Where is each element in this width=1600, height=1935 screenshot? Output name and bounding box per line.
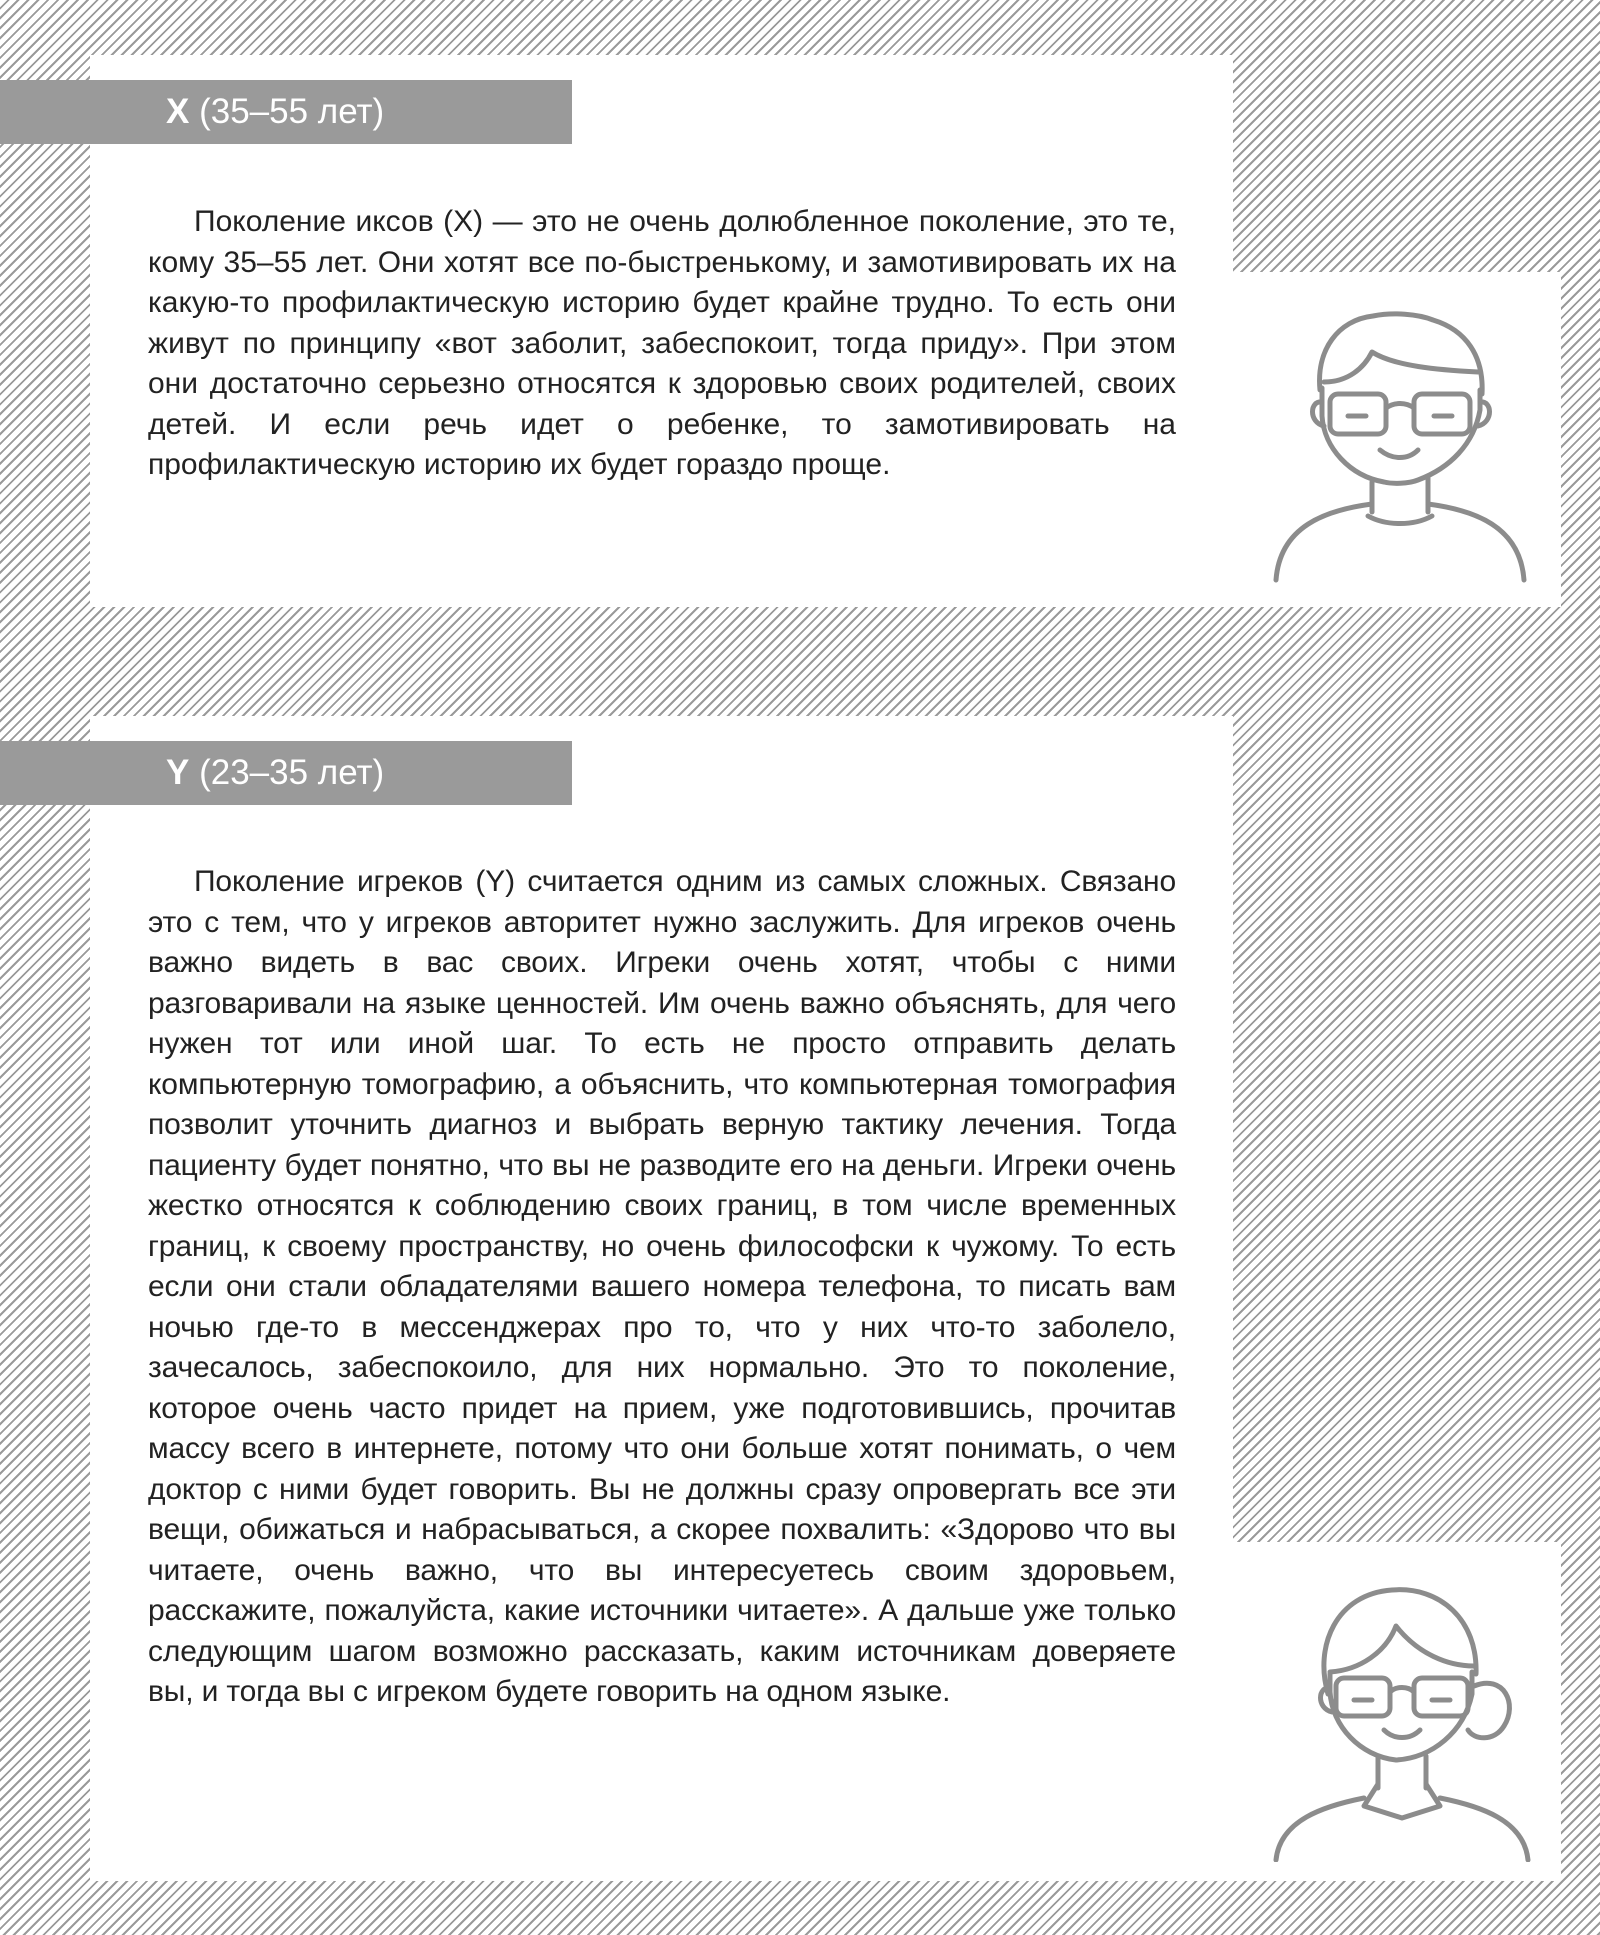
- section-y-age-range: (23–35 лет): [189, 753, 385, 792]
- section-x-body: [148, 202, 1176, 486]
- section-y-body: [148, 862, 1176, 1713]
- man-with-glasses-icon: [1268, 298, 1538, 583]
- section-y-letter: Y: [166, 753, 190, 792]
- woman-with-glasses-icon: [1268, 1562, 1538, 1862]
- section-y-text: Поколение игреков (Y) считается одним из самых сложных. Связано это с тем, что у игреков авторитет нужно заслужить. Для игреков очень важно видеть в вас своих. Игреки очень хотят, чтобы с ними разговаривали на языке ценностей. Им очень важно объяснять, для чего нужен тот или иной шаг. То есть не просто отправить делать компьютерную томографию, а объяснить, что компьютерная томография позволит уточнить диагноз и выбрать верную тактику лечения. Тогда пациенту будет понятно, что вы не разводите его на деньги. Игреки очень жестко относятся к соблюдению своих границ, в том числе временных границ, к своему пространству, но очень философски к чужому. То есть если они стали обладателями вашего номера телефона, то писать вам ночью где-то в мессенджерах про то, что у них что-то заболело, зачесалось, забеспокоило, для них нормально. Это то поколение, которое очень часто придет на прием, уже подготовившись, прочитав массу всего в интернете, потому что они больше хотят понимать, о чем доктор с ними будет говорить. Вы не должны сразу опровергать все эти вещи, обижаться и набрасываться, а скорее похвалить: «Здорово что вы читаете, очень важно, что вы интересуетесь своим здоровьем, расскажите, пожалуйста, какие источники читаете». А дальше уже только следующим шагом возможно рассказать, каким источникам доверяете вы, и тогда вы с игреком будете говорить на одном языке.: [148, 865, 1176, 1708]
- section-y-heading: [0, 741, 572, 805]
- section-x-heading: [0, 80, 572, 144]
- section-x-age-range: (35–55 лет): [189, 92, 385, 131]
- section-x-text: Поколение иксов (X) — это не очень долюбленное поколение, это те, кому 35–55 лет. Они хотят все по-быстренькому, и замотивировать их на какую-то профилактическую историю будет крайне трудно. То есть они живут по принципу «вот заболит, забеспокоит, тогда приду». При этом они достаточно серьезно относятся к здоровью своих родителей, своих детей. И если речь идет о ребенке, то замотивировать на профилактическую историю их будет гораздо проще.: [148, 205, 1176, 481]
- section-x-letter: X: [166, 92, 190, 131]
